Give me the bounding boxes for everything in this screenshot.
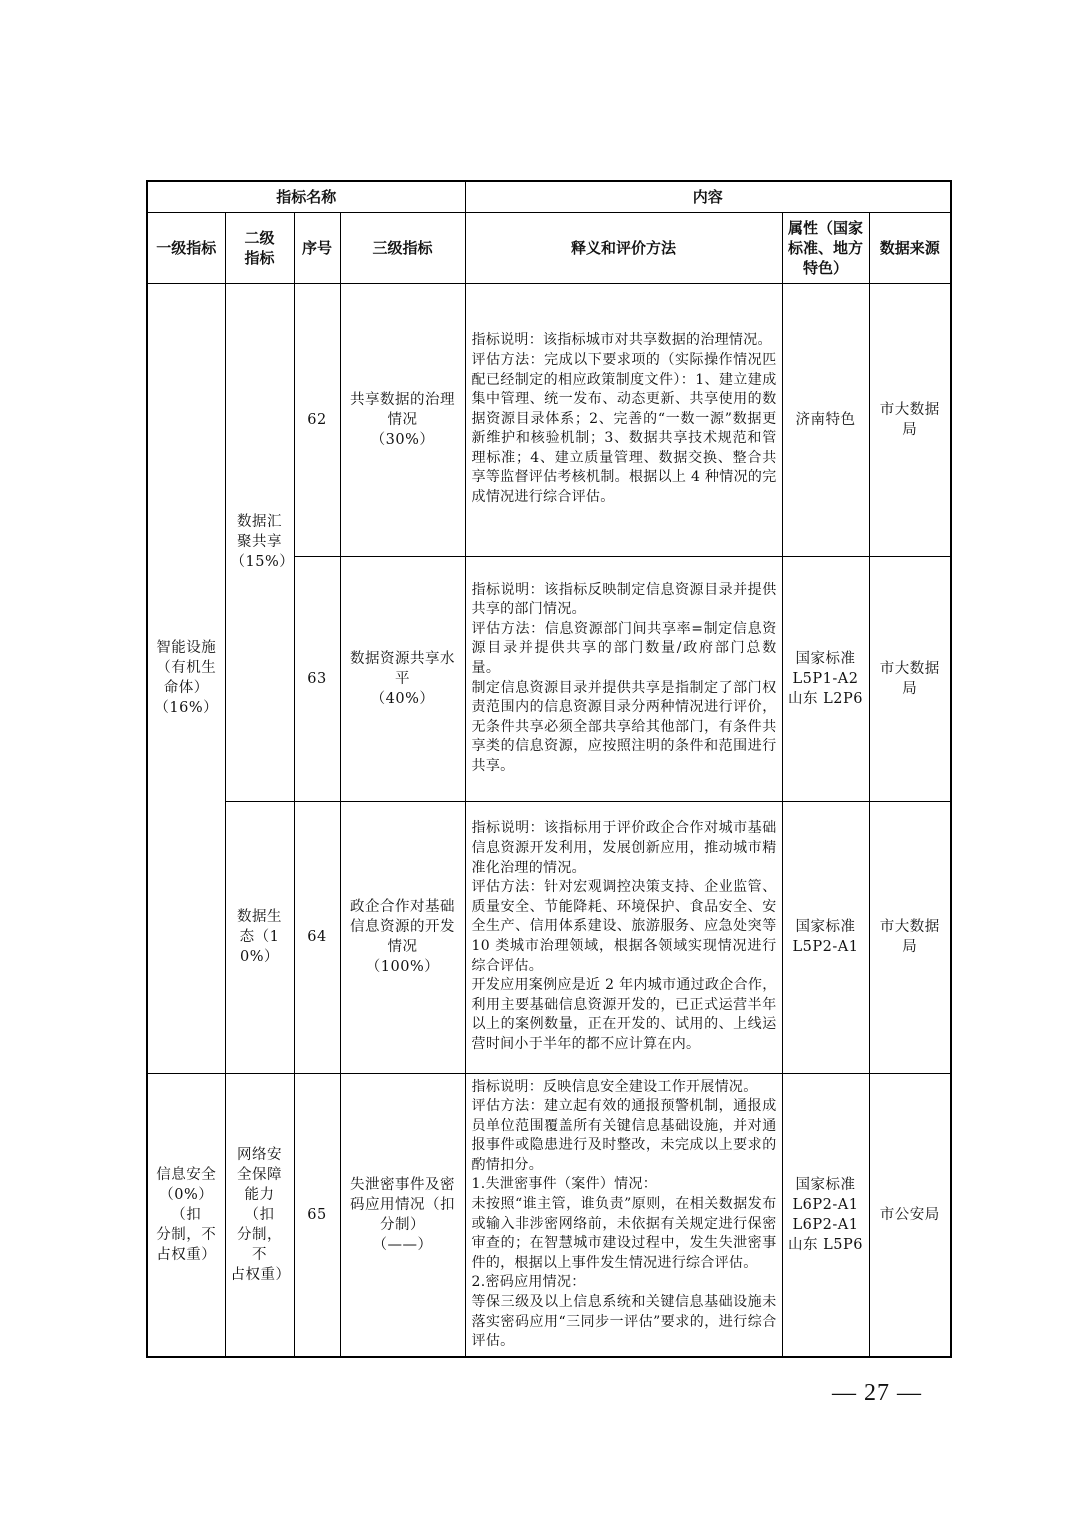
page-number: — 27 —	[832, 1380, 922, 1406]
level3-cell: 共享数据的治理 情况 （30%）	[340, 283, 465, 556]
source-cell: 市公安局	[869, 1073, 951, 1357]
table-row	[147, 283, 951, 556]
seq-cell: 62	[294, 283, 340, 556]
method-cell: 指标说明：反映信息安全建设工作开展情况。 评估方法：建立起有效的通报预警机制，通报成员单位范围覆盖所有关键信息基础设施，并对通报事件或隐患进行及时整改，未完成以上要求的酌情扣分。 1.失泄密事件（案件）情况： 未按照“谁主管，谁负责”原则，在相关数据发布或输入非涉密网络前，未依据有关规定进行保密审查的；在智慧城市建设过程中，发生失泄密事件的，根据以上事件发生情况进行综合评估。 2.密码应用情况： 等保三级及以上信息系统和关键信息基础设施未落实密码应用“三同步一评估”要求的，进行综合评估。	[465, 1073, 782, 1357]
header-level3: 三级指标	[340, 212, 465, 283]
source-cell: 市大数据 局	[869, 283, 951, 556]
header-attribute: 属性（国家 标准、地方 特色）	[782, 212, 869, 283]
header-content: 内容	[465, 181, 951, 212]
level3-cell: 政企合作对基础 信息资源的开发 情况 （100%）	[340, 801, 465, 1073]
level2-data-ecology: 数据生 态（10%）	[225, 801, 294, 1073]
attribute-cell: 国家标准 L5P2-A1	[782, 801, 869, 1073]
attribute-cell: 济南特色	[782, 283, 869, 556]
header-indicator-name: 指标名称	[147, 181, 465, 212]
header-seq: 序号	[294, 212, 340, 283]
table-row	[147, 1073, 951, 1357]
level1-info-security: 信息安全 （0%）（扣 分制，不 占权重）	[147, 1073, 225, 1357]
header-row-2	[147, 212, 951, 283]
header-level1: 一级指标	[147, 212, 225, 283]
level2-network-security: 网络安 全保障 能力（扣 分制，不 占权重）	[225, 1073, 294, 1357]
attribute-cell: 国家标准 L5P1-A2 山东 L2P6	[782, 556, 869, 801]
method-cell: 指标说明：该指标用于评价政企合作对城市基础信息资源开发利用，发展创新应用，推动城市精准化治理的情况。 评估方法：针对宏观调控决策支持、企业监管、质量安全、节能降耗、环境保护、食品安全、安全生产、信用体系建设、旅游服务、应急处突等 10 类城市治理领域，根据各领域实现情况进行综合评估。 开发应用案例应是近 2 年内城市通过政企合作，利用主要基础信息资源开发的，已正式运营半年以上的案例数量，正在开发的、试用的、上线运营时间小于半年的都不应计算在内。	[465, 801, 782, 1073]
source-cell: 市大数据 局	[869, 556, 951, 801]
seq-cell: 64	[294, 801, 340, 1073]
header-source: 数据来源	[869, 212, 951, 283]
level3-cell: 数据资源共享水 平 （40%）	[340, 556, 465, 801]
method-cell: 指标说明：该指标城市对共享数据的治理情况。 评估方法：完成以下要求项的（实际操作情况匹配已经制定的相应政策制度文件）：1、建立建成集中管理、统一发布、动态更新、共享使用的数据资源目录体系；2、完善的“一数一源”数据更新维护和核验机制；3、数据共享技术规范和管理标准；4、建立质量管理、数据交换、整合共享等监督评估考核机制。根据以上 4 种情况的完成情况进行综合评估。	[465, 283, 782, 556]
level2-data-sharing: 数据汇 聚共享 （15%）	[225, 283, 294, 801]
method-cell: 指标说明：该指标反映制定信息资源目录并提供共享的部门情况。 评估方法：信息资源部门间共享率=制定信息资源目录并提供共享的部门数量/政府部门总数量。 制定信息资源目录并提供共享是指制定了部门权责范围内的信息资源目录分两种情况进行评价，无条件共享必须全部共享给其他部门，有条件共享类的信息资源，应按照注明的条件和范围进行共享。	[465, 556, 782, 801]
indicator-table	[146, 180, 952, 1358]
level3-cell: 失泄密事件及密 码应用情况（扣 分制） （——）	[340, 1073, 465, 1357]
table-row	[147, 801, 951, 1073]
level1-smart-facilities: 智能设施 （有机生 命体） （16%）	[147, 283, 225, 1073]
header-row-1	[147, 181, 951, 212]
header-method: 释义和评价方法	[465, 212, 782, 283]
attribute-cell: 国家标准 L6P2-A1 L6P2-A1 山东 L5P6	[782, 1073, 869, 1357]
source-cell: 市大数据 局	[869, 801, 951, 1073]
seq-cell: 63	[294, 556, 340, 801]
seq-cell: 65	[294, 1073, 340, 1357]
header-level2: 二级 指标	[225, 212, 294, 283]
